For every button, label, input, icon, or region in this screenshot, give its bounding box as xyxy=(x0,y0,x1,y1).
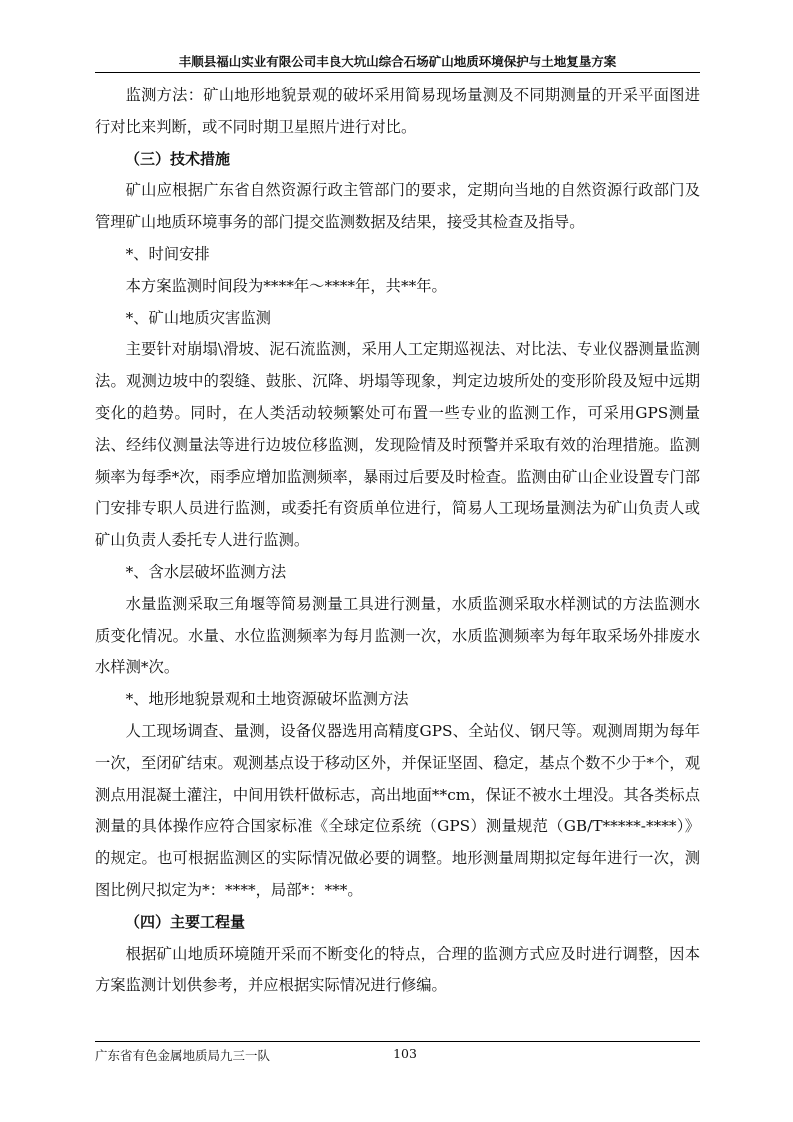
footer-rule xyxy=(95,1041,700,1042)
page-body xyxy=(95,80,700,1002)
paragraph-aquifer: 水量监测采取三角堰等简易测量工具进行测量，水质监测采取水样测试的方法监测水质变化情况。水量、水位监测频率为每月监测一次，水质监测频率为每年取采场外排废水水样测*次。 xyxy=(95,594,700,677)
paragraph-schedule: 本方案监测时间段为****年～****年，共**年。 xyxy=(125,276,447,295)
subheading-schedule: *、时间安排 xyxy=(125,244,210,263)
paragraph-geohazard: 主要针对崩塌\滑坡、泥石流监测，采用人工定期巡视法、对比法、专业仪器测量监测法。观测边坡中的裂缝、鼓胀、沉降、坍塌等现象，判定边坡所处的变形阶段及短中远期变化的趋势。同时，在人类活动较频繁处可布置一些专业的监测工作，可采用GPS测量法、经纬仪测量法等进行边坡位移监测，发现险情及时预警并采取有效的治理措施。监测频率为每季*次，雨季应增加监测频率，暴雨过后要及时检查。监测由矿山企业设置专门部门安排专职人员进行监测，或委托有资质单位进行，简易人工现场量测法为矿山负责人或矿山负责人委托专人进行监测。 xyxy=(95,340,700,550)
header-rule xyxy=(95,72,700,73)
page-number: 103 xyxy=(393,1046,417,1061)
paragraph-landform: 人工现场调查、量测，设备仪器选用高精度GPS、全站仪、钢尺等。观测周期为每年一次，至闭矿结束。观测基点设于移动区外，并保证坚固、稳定，基点个数不少于*个，观测点用混凝土灌注，中间用铁杆做标志，高出地面**cm，保证不被水土埋没。其各类标点测量的具体操作应符合国家标准《全球定位系统（GPS）测量规范（GB/T*****-****）》的规定。也可根据监测区的实际情况做必要的调整。地形测量周期拟定每年进行一次，测图比例尺拟定为*：****，局部*：***。 xyxy=(95,721,700,899)
subheading-geohazard: *、矿山地质灾害监测 xyxy=(125,308,271,327)
running-header: 丰顺县福山实业有限公司丰良大坑山综合石场矿山地质环境保护与土地复垦方案 xyxy=(178,54,617,69)
subheading-landform: *、地形地貌景观和土地资源破坏监测方法 xyxy=(125,690,409,709)
paragraph-monitoring-method: 监测方法：矿山地形地貌景观的破坏采用简易现场量测及不同期测量的开采平面图进行对比来判断，或不同时期卫星照片进行对比。 xyxy=(95,86,700,136)
paragraph-workload: 根据矿山地质环境随开采而不断变化的特点，合理的监测方式应及时进行调整，因本方案监测计划供参考，并应根据实际情况进行修编。 xyxy=(95,944,700,995)
section-heading-workload: （四）主要工程量 xyxy=(125,912,246,931)
footer-organization: 广东省有色金属地质局九三一队 xyxy=(95,1048,271,1063)
section-heading-technical-measures: （三）技术措施 xyxy=(125,149,231,168)
subheading-aquifer: *、含水层破坏监测方法 xyxy=(125,562,287,581)
paragraph-reporting: 矿山应根据广东省自然资源行政主管部门的要求，定期向当地的自然资源行政部门及管理矿山地质环境事务的部门提交监测数据及结果，接受其检查及指导。 xyxy=(95,181,700,232)
